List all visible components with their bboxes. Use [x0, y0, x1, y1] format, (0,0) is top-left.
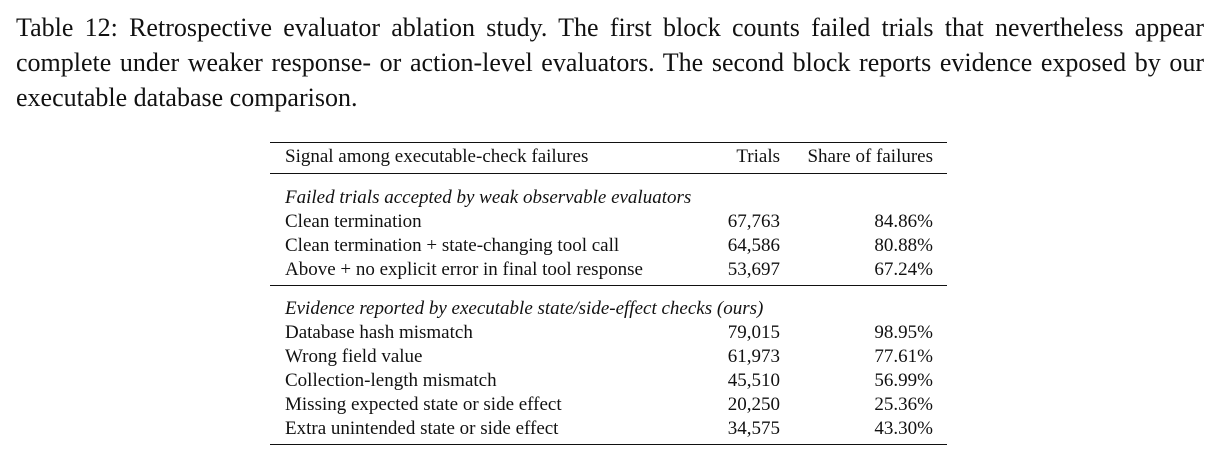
row-trials: 53,697 [727, 259, 780, 280]
row-share: 84.86% [874, 211, 933, 232]
table-header-row [270, 143, 947, 174]
row-share: 67.24% [874, 259, 933, 280]
block-title-row [270, 174, 947, 210]
header-signal: Signal among executable-check failures [285, 146, 589, 167]
row-trials: 34,575 [727, 418, 780, 439]
header-trials: Trials [736, 146, 780, 167]
row-trials: 79,015 [727, 322, 780, 343]
row-signal: Database hash mismatch [285, 322, 473, 343]
row-trials: 67,763 [727, 211, 780, 232]
row-signal: Wrong field value [285, 346, 423, 367]
table-row [270, 393, 947, 417]
row-signal: Clean termination [285, 211, 422, 232]
table-row [270, 417, 947, 445]
table-row [270, 234, 947, 258]
ablation-table-container [270, 142, 947, 445]
row-share: 80.88% [874, 235, 933, 256]
row-trials: 45,510 [727, 370, 780, 391]
table-row [270, 345, 947, 369]
row-share: 56.99% [874, 370, 933, 391]
caption-text: Retrospective evaluator ablation study. The first block counts failed trials that nevertheless appear complete under weaker response- or action-level evaluators. The second block reports evidence exposed by our executable database comparison. [16, 13, 1205, 112]
row-share: 98.95% [874, 322, 933, 343]
table-caption [16, 10, 1204, 115]
row-trials: 64,586 [727, 235, 780, 256]
table-row [270, 321, 947, 345]
row-signal: Collection-length mismatch [285, 370, 497, 391]
table-row [270, 258, 947, 286]
block-title-executable-checks: Evidence reported by executable state/side-effect checks (ours) [285, 298, 764, 319]
row-signal: Extra unintended state or side effect [285, 418, 559, 439]
block-title-row [270, 286, 947, 321]
row-trials: 20,250 [727, 394, 780, 415]
bottom-rule [270, 445, 947, 446]
table-row [270, 210, 947, 234]
row-signal: Clean termination + state-changing tool call [285, 235, 620, 256]
row-trials: 61,973 [727, 346, 780, 367]
row-signal: Above + no explicit error in final tool response [285, 259, 643, 280]
header-share: Share of failures [807, 146, 933, 167]
block-title-weak-evaluators: Failed trials accepted by weak observable evaluators [285, 187, 692, 208]
table-row [270, 369, 947, 393]
ablation-table [270, 142, 947, 445]
row-share: 43.30% [874, 418, 933, 439]
caption-label: Table 12: [16, 13, 118, 42]
row-signal: Missing expected state or side effect [285, 394, 562, 415]
row-share: 77.61% [874, 346, 933, 367]
row-share: 25.36% [874, 394, 933, 415]
